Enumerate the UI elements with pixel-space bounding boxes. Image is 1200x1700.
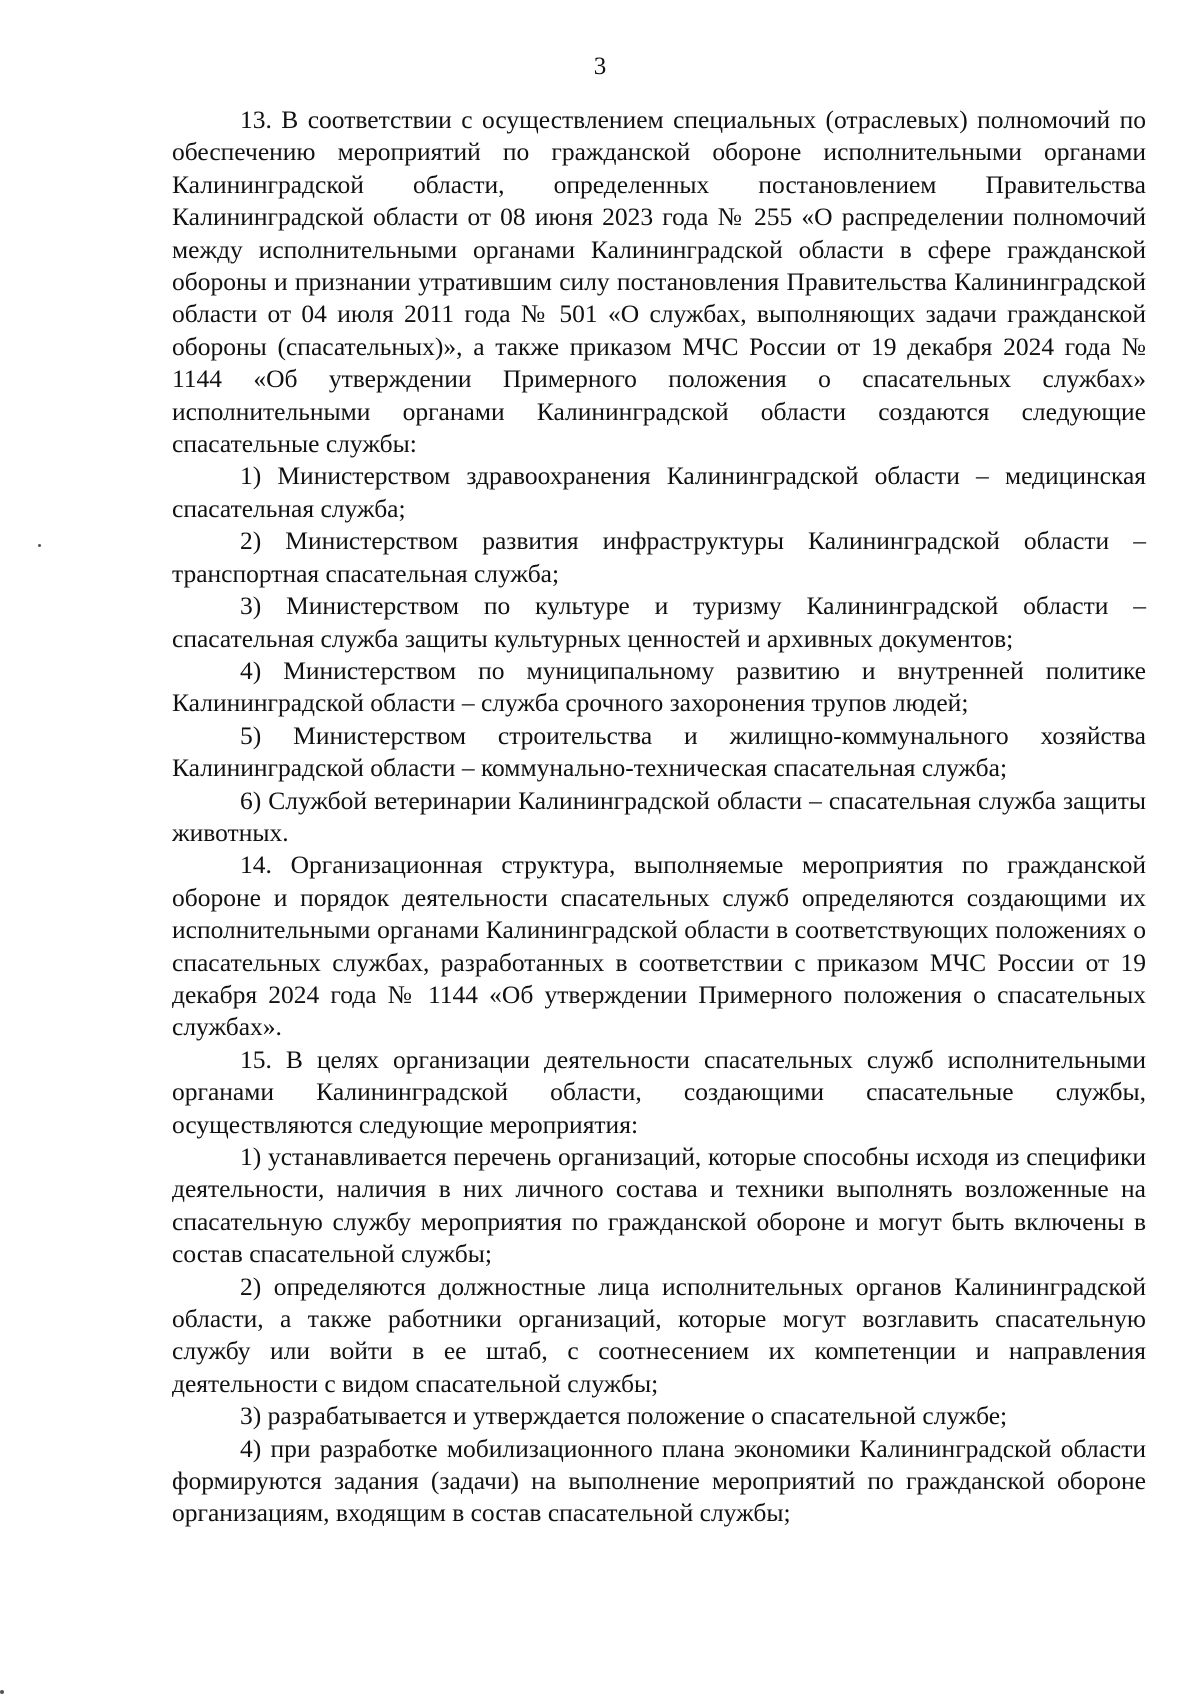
scan-speck: [0, 1690, 4, 1694]
list-item-13-4: 4) Министерством по муниципальному развитию и внутренней политике Калининградской области – служба срочного захоронения трупов людей;: [172, 655, 1146, 718]
list-item-13-2: 2) Министерством развития инфраструктуры Калининградской области – транспортная спасательная служба;: [172, 526, 1146, 588]
page-number: 3: [593, 53, 607, 80]
list-item-15-2: 2) определяются должностные лица исполнительных органов Калининградской области, а также работники организаций, которые могут возглавить спасательную службу или войти в ее штаб, с соотнесением их компетенции и направления деятельности с видом спасательной службы;: [172, 1271, 1146, 1398]
paragraph-14: 14. Организационная структура, выполняемые мероприятия по гражданской обороне и порядок деятельности спасательных служб определяются создающими их исполнительными органами Калининградской области в соответствующих положениях о спасательных службах, разработанных в соответствии с приказом МЧС России от 19 декабря 2024 года № 1144 «Об утверждении Примерного положения о спасательных службах».: [172, 850, 1146, 1042]
list-item-15-3: 3) разрабатывается и утверждается положение о спасательной службе;: [240, 1401, 1008, 1431]
paragraph-15: 15. В целях организации деятельности спасательных служб исполнительными органами Калининградской области, создающими спасательные службы, осуществляются следующие мероприятия:: [172, 1044, 1146, 1139]
list-item-13-6: 6) Службой ветеринарии Калининградской области – спасательная служба защиты животных.: [172, 785, 1146, 847]
list-item-13-1: 1) Министерством здравоохранения Калининградской области – медицинская спасательная служба;: [172, 461, 1146, 523]
list-item-13-3: 3) Министерством по культуре и туризму Калининградской области – спасательная служба защиты культурных ценностей и архивных документов;: [172, 591, 1146, 653]
document-body: [172, 104, 1146, 1530]
paragraph-13: 13. В соответствии с осуществлением специальных (отраслевых) полномочий по обеспечению мероприятий по гражданской обороне исполнительными органами Калининградской области, определенных постановлением Правительства Калининградской области от 08 июня 2023 года № 255 «О распределении полномочий между исполнительными органами Калининградской области в сфере гражданской обороны и признании утратившим силу постановления Правительства Калининградской области от 04 июля 2011 года № 501 «О службах, выполняющих задачи гражданской обороны (спасательных)», а также приказом МЧС России от 19 декабря 2024 года № 1144 «Об утверждении Примерного положения о спасательных службах» исполнительными органами Калининградской области создаются следующие спасательные службы:: [172, 105, 1146, 459]
list-item-15-4: 4) при разработке мобилизационного плана экономики Калининградской области формируются задания (задачи) на выполнение мероприятий по гражданской обороне организациям, входящим в состав спасательной службы;: [172, 1433, 1146, 1528]
list-item-13-5: 5) Министерством строительства и жилищно-коммунального хозяйства Калининградской области – коммунально-техническая спасательная служба;: [172, 720, 1146, 783]
list-item-15-1: 1) устанавливается перечень организаций, которые способны исходя из специфики деятельности, наличия в них личного состава и техники выполнять возложенные на спасательную службу мероприятия по гражданской обороне и могут быть включены в состав спасательной службы;: [172, 1142, 1146, 1269]
scan-speck: [38, 544, 41, 547]
